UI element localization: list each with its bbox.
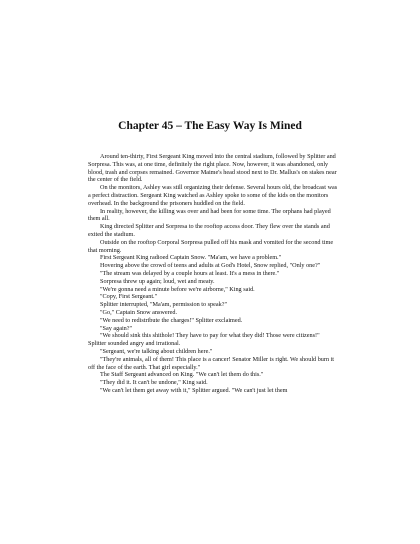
paragraph: Around ten-thirty, First Sergeant King moved into the central stadium, followed by Splitter and Sorpresa. This was, at one time, definitely the right place. Now, however, it was abandoned, only blood, trash and corpses remained. Governor Maime's head stood next to Dr. Mallus's on stakes near the center of the field.: [88, 153, 337, 184]
paragraph: "We should sink this shithole! They have to pay for what they did! Those were citizens!" Splitter sounded angry and irrational.: [88, 332, 320, 348]
paragraph: "We're gonna need a minute before we're airborne," King said.: [100, 285, 255, 293]
paragraph: "We can't let them get away with it," Splitter argued. "We can't just let them: [100, 386, 288, 394]
paragraph: "Copy, First Sergeant.": [100, 293, 158, 301]
paragraph: "The stream was delayed by a couple hours at least. It's a mess in there.": [100, 269, 280, 277]
paragraph: "They did it. It can't be undone," King said.: [100, 379, 208, 387]
paragraph: King directed Splitter and Sorpresa to the rooftop access door. They flew over the stands and exited the stadium.: [88, 223, 330, 238]
paragraph: "Go," Captain Snow answered.: [100, 308, 178, 316]
paragraph: "We need to redistribute the charges!" Splitter exclaimed.: [100, 316, 243, 324]
paragraph: Sorpresa threw up again; loud, wet and meaty.: [100, 277, 215, 285]
paragraph: "They're animals, all of them! This place is a cancer! Senator Miller is right. We should burn it off the face of the earth. That girl especially.": [88, 355, 335, 371]
paragraph: "Say again?": [100, 324, 133, 332]
paragraph: In reality, however, the killing was over and had been for some time. The orphans had played them all.: [88, 207, 331, 223]
paragraph: On the monitors, Ashley was still organizing their defense. Several hours old, the broadcast was a perfect distraction. Sergeant King watched as Ashley spoke to some of the kids on the monitors overhead. In the background the prisoners huddled on the field.: [88, 184, 338, 207]
paragraph: The Staff Sergeant advanced on King. "We can't let them do this.": [100, 371, 264, 379]
paragraph: First Sergeant King radioed Captain Snow. "Ma'am, we have a problem.": [100, 254, 282, 262]
chapter-body: [88, 153, 338, 395]
chapter-title: Chapter 45 – The Easy Way Is Mined: [118, 120, 302, 132]
paragraph: Outside on the rooftop Corporal Sorpresa pulled off his mask and vomited for the second time that morning.: [88, 238, 334, 254]
paragraph: Hovering above the crowd of teens and adults at God's Hotel, Snow replied, "Only one?": [100, 262, 321, 270]
paragraph: "Sergeant, we're talking about children here.": [100, 347, 213, 355]
paragraph: Splitter interrupted, "Ma'am, permission to speak?": [100, 301, 227, 309]
